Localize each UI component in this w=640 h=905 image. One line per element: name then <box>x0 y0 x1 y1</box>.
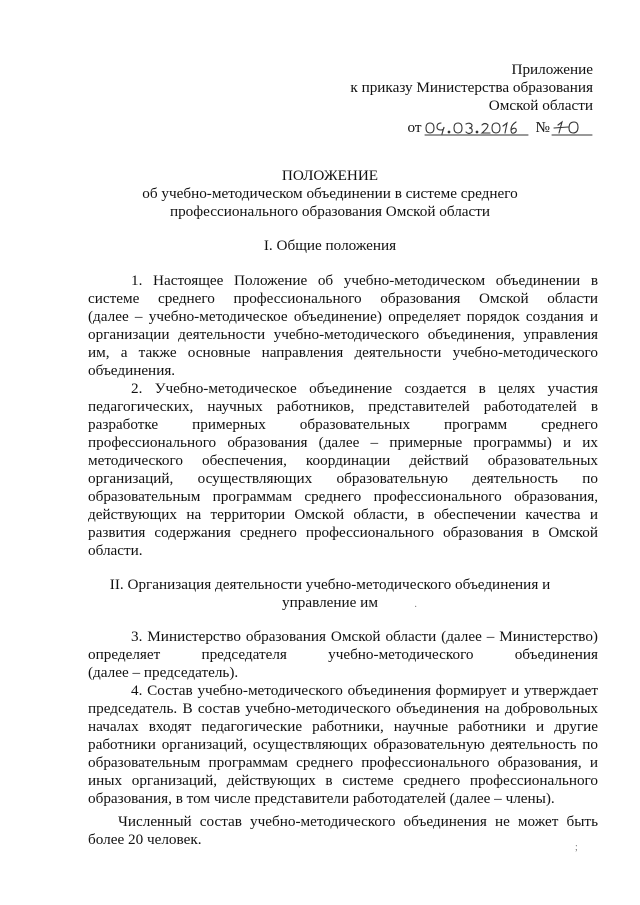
document-title: ПОЛОЖЕНИЕ <box>281 167 379 184</box>
section-2-heading-line-1: II. Организация деятельности учебно-методического объединения и <box>109 576 551 593</box>
paragraph-line: 4. Состав учебно-методического объединения формирует и утверждает <box>131 682 598 699</box>
paragraph-line: председатель. В состав учебно-методического объединения на добровольных <box>88 700 598 717</box>
scan-speck: · <box>414 602 418 613</box>
appendix-line-2: к приказу Министерства образования <box>350 79 593 96</box>
scan-speck: ; <box>575 842 578 853</box>
paragraph-line: (далее – учебно-методическое объединение) определяет порядок создания и <box>88 308 598 325</box>
paragraph-line: организации деятельности учебно-методического объединения, управления <box>88 326 598 343</box>
document-subtitle-line-2: профессионального образования Омской области <box>169 203 491 220</box>
paragraph-line: им, а также основные направления деятельности учебно-методического <box>88 344 598 361</box>
handwritten-number <box>550 117 594 137</box>
paragraph-line: 3. Министерство образования Омской области (далее – Министерство) <box>131 628 598 645</box>
paragraph-line: действующих на территории Омской области, в обеспечении качества и <box>88 506 598 523</box>
paragraph-line: работники организаций, осуществляющих образовательную деятельность по <box>88 736 598 753</box>
paragraph-line: профессионального образования (далее – примерные программы) и их <box>88 434 598 451</box>
handwritten-date <box>422 117 530 137</box>
paragraph-line: системе среднего профессионального образования Омской области <box>88 290 598 307</box>
paragraph-line: организаций, осуществляющих образовательную деятельность по <box>88 470 598 487</box>
paragraph-line: (далее – председатель). <box>88 664 239 681</box>
document-subtitle-line-1: об учебно-методическом объединении в системе среднего <box>142 185 518 202</box>
paragraph-line: области. <box>88 542 143 559</box>
paragraph-line: образования, в том числе представители работодателей (далее – члены). <box>88 790 555 807</box>
paragraph-line: иных организаций, действующих в системе среднего профессионального <box>88 772 598 789</box>
paragraph-line: Численный состав учебно-методического объединения не может быть <box>118 813 598 830</box>
paragraph-line: объединения. <box>88 362 176 379</box>
number-prefix: № <box>535 119 550 136</box>
section-1-heading: I. Общие положения <box>263 237 397 254</box>
order-date-number-line <box>407 117 594 137</box>
paragraph-line: развития содержания среднего профессионального образования в Омской <box>88 524 598 541</box>
appendix-line-1: Приложение <box>511 61 593 78</box>
paragraph-line: образовательным программам среднего профессионального образования, <box>88 488 598 505</box>
paragraph-line: началах входят педагогические работники, научные работники и другие <box>88 718 598 735</box>
section-2-heading-line-2: управление им <box>282 594 378 611</box>
appendix-line-3: Омской области <box>488 97 593 114</box>
paragraph-line: 1. Настоящее Положение об учебно-методическом объединении в <box>131 272 598 289</box>
paragraph-line: определяет председателя учебно-методического объединения <box>88 646 598 663</box>
paragraph-line: методического обеспечения, координации действий образовательных <box>88 452 598 469</box>
paragraph-line: педагогических, научных работников, представителей работодателей в <box>88 398 598 415</box>
date-prefix: от <box>407 119 422 136</box>
paragraph-line: разработке примерных образовательных программ среднего <box>88 416 598 433</box>
paragraph-line: 2. Учебно-методическое объединение создается в целях участия <box>131 380 598 397</box>
paragraph-line: более 20 человек. <box>88 831 202 848</box>
paragraph-line: образовательным программам среднего профессионального образования, и <box>88 754 598 771</box>
